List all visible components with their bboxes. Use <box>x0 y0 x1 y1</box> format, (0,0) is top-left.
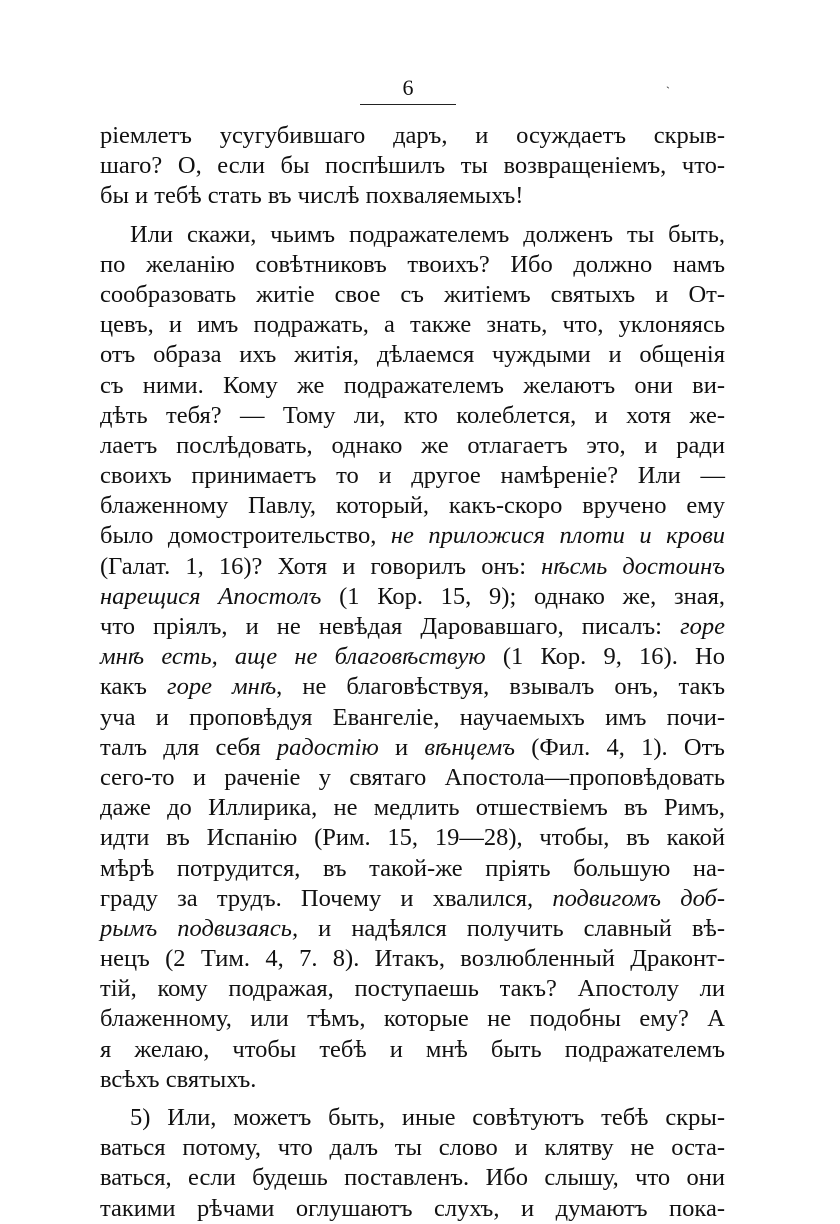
text-line: шаго? О, если бы поспѣшилъ ты возвращеніемъ, что- <box>100 152 725 180</box>
text-line: (Галат. 1, 16)? Хотя и говорилъ онъ: нѣсмь достоинъ <box>100 552 725 580</box>
text-line: талъ для себя радостію и вѣнцемъ (Фил. 4, 1). Отъ <box>100 733 725 761</box>
text-line: рымъ подвизаясь, и надѣялся получить славный вѣ- <box>100 914 726 942</box>
text-line: я желаю, чтобы тебѣ и мнѣ быть подражателемъ <box>100 1035 725 1063</box>
text-line: всѣхъ святыхъ. <box>100 1065 257 1093</box>
body-text <box>100 121 725 1224</box>
text-line: даже до Иллирика, не медлить отшествіемъ въ Римъ, <box>100 794 725 822</box>
text-line: тій, кому подражая, поступаешь такъ? Апостолу ли <box>100 975 725 1003</box>
text-line: такими рѣчами оглушаютъ слухъ, и думаютъ пока- <box>100 1194 725 1222</box>
text-line: ріемлетъ усугубившаго даръ, и осуждаетъ скрыв- <box>100 122 725 149</box>
text-line: нарещися Апостолъ (1 Кор. 15, 9); однако же, зная, <box>100 582 726 610</box>
text-line: ваться потому, что далъ ты слово и клятву не оста- <box>100 1134 725 1162</box>
text-line: уча и проповѣдуя Евангеліе, научаемыхъ имъ почи- <box>100 703 725 731</box>
paragraph-start-line: 5) Или, можетъ быть, иные совѣтуютъ тебѣ скры- <box>130 1104 725 1131</box>
text-line: что пріялъ, и не невѣдая Даровавшаго, писалъ: горе <box>100 613 725 640</box>
text-line: сего-то и раченіе у святаго Апостола—проповѣдовать <box>100 763 725 791</box>
text-line: бы и тебѣ стать въ числѣ похваляемыхъ! <box>100 182 524 210</box>
text-line: мнѣ есть, аще не благовѣствую (1 Кор. 9, 16). Но <box>100 643 725 671</box>
text-line: граду за трудъ. Почему и хвалился, подвигомъ доб- <box>100 884 725 912</box>
text-line: съ ними. Кому же подражателемъ желаютъ они ви- <box>100 371 725 399</box>
text-line: своихъ принимаетъ то и другое намѣреніе? Или — <box>100 462 725 490</box>
text-line: ваться, если будешь поставленъ. Ибо слышу, что они <box>100 1164 725 1192</box>
text-line: блаженному, или тѣмъ, которые не подобны ему? А <box>100 1005 725 1033</box>
paragraph-start-line: Или скажи, чьимъ подражателемъ долженъ ты быть, <box>130 220 725 248</box>
text-line: дѣть тебя? — Тому ли, кто колеблется, и хотя же- <box>100 401 725 429</box>
page-number: 6 <box>402 75 414 100</box>
text-line: блаженному Павлу, который, какъ-скоро вручено ему <box>100 492 725 520</box>
text-line: лаетъ послѣдовать, однако же отлагаетъ это, и ради <box>100 431 725 459</box>
text-line: было домостроительство, не приложися плоти и крови <box>100 522 725 550</box>
text-line: нецъ (2 Тим. 4, 7. 8). Итакъ, возлюбленный Драконт- <box>100 945 725 973</box>
text-line: цевъ, и имъ подражать, а также знать, что, уклоняясь <box>100 311 725 339</box>
text-line: мѣрѣ потрудится, въ такой-же пріять большую на- <box>100 854 725 882</box>
text-line: сообразовать житіе свое съ житіемъ святыхъ и От- <box>100 280 725 308</box>
text-line: идти въ Испанію (Рим. 15, 19—28), чтобы, въ какой <box>100 824 725 852</box>
text-line: какъ горе мнѣ, не благовѣствуя, взывалъ онъ, такъ <box>100 673 725 701</box>
text-line: отъ образа ихъ житія, дѣлаемся чуждыми и общенія <box>100 341 725 369</box>
corner-mark: ` <box>666 84 670 98</box>
text-line: по желанію совѣтниковъ твоихъ? Ибо должно намъ <box>100 250 725 278</box>
header-rule <box>360 104 456 105</box>
